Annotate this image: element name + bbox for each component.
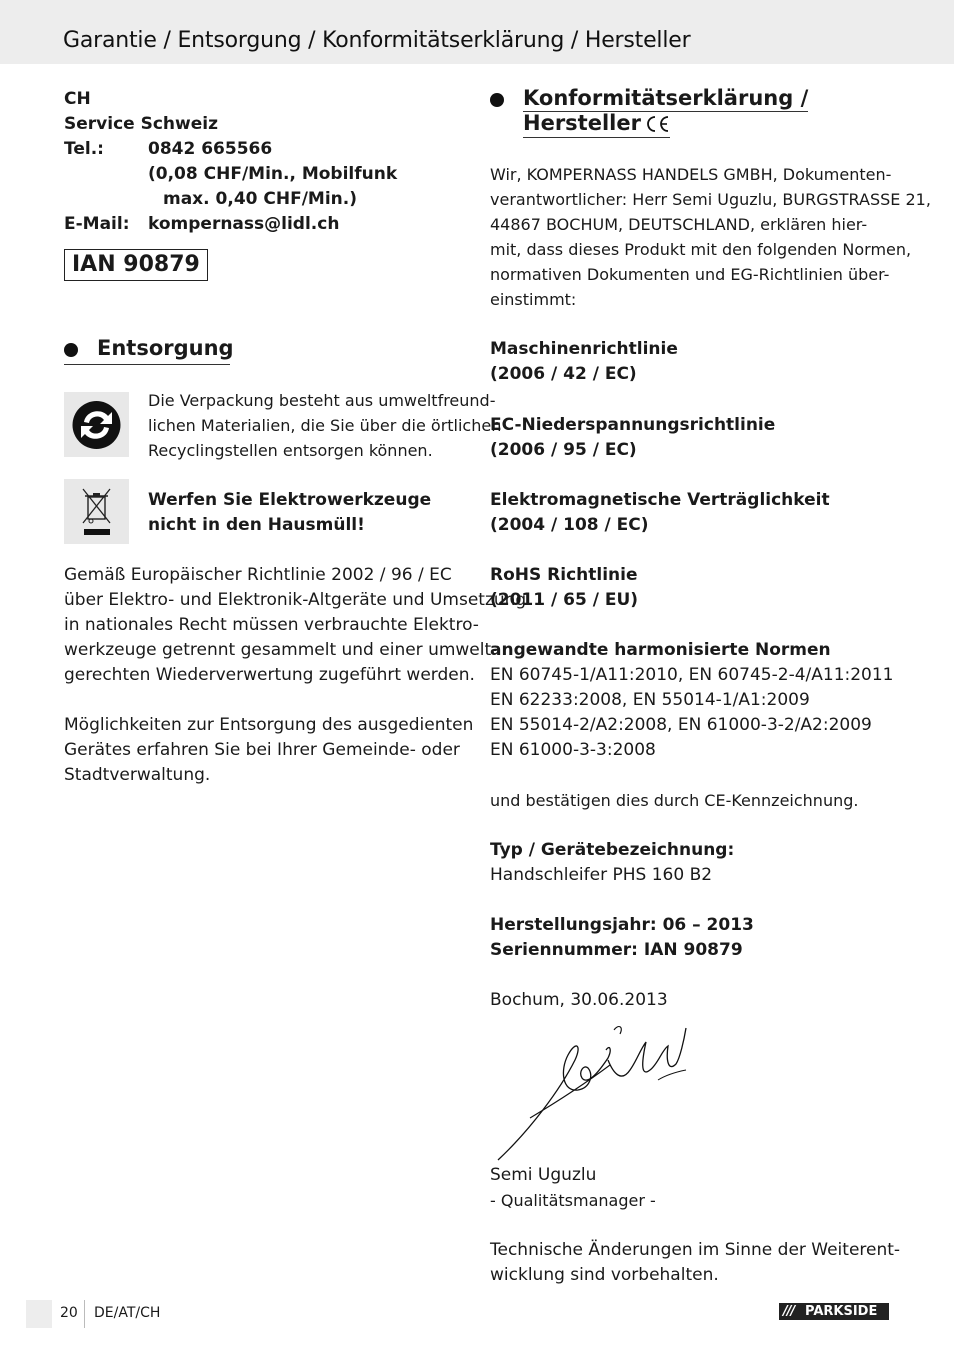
weee-warning-line: nicht in den Hausmüll!: [148, 515, 365, 535]
footer-divider: [84, 1300, 85, 1328]
ce-confirmation: und bestätigen dies durch CE-Kennzeichnung.: [490, 791, 859, 810]
directive-number: (2006 / 42 / EC): [490, 364, 637, 384]
section-heading-konformitaet: [490, 86, 820, 138]
intro-line: normativen Dokumenten und EG-Richtlinien über-: [490, 265, 890, 284]
section-title-line-1: Konformitätserklärung /: [523, 86, 809, 110]
directive-name: RoHS Richtlinie: [490, 565, 638, 585]
service-name: Service Schweiz: [64, 114, 218, 134]
page-header: [0, 0, 954, 64]
signer-name: Semi Uguzlu: [490, 1165, 597, 1185]
norm-line: EN 62233:2008, EN 55014-1/A1:2009: [490, 690, 810, 710]
paragraph-line: über Elektro- und Elektronik-Altgeräte und Umsetzung: [64, 590, 527, 610]
intro-line: Wir, KOMPERNASS HANDELS GMBH, Dokumenten-: [490, 165, 892, 184]
tel-line-3: max. 0,40 CHF/Min.): [163, 189, 357, 209]
norms-title: angewandte harmonisierte Normen: [490, 640, 831, 660]
paragraph-line: werkzeuge getrennt gesammelt und einer umwelt-: [64, 640, 498, 660]
signer-role: - Qualitätsmanager -: [490, 1191, 656, 1210]
note-line: wicklung sind vorbehalten.: [490, 1265, 719, 1285]
place-date: Bochum, 30.06.2013: [490, 990, 668, 1010]
page-number: 20: [60, 1305, 78, 1321]
paragraph-line: in nationales Recht müssen verbrauchte Elektro-: [64, 615, 479, 635]
directive-name: EC-Niederspannungsrichtlinie: [490, 415, 776, 435]
footer-language: DE/AT/CH: [94, 1305, 161, 1321]
paragraph-line: Möglichkeiten zur Entsorgung des ausgedienten: [64, 715, 474, 735]
recycle-text-line: Die Verpackung besteht aus umweltfreund-: [148, 391, 496, 410]
intro-line: verantwortlicher: Herr Semi Uguzlu, BURGSTRASSE 21,: [490, 190, 931, 209]
type-label: Typ / Gerätebezeichnung:: [490, 840, 735, 860]
directive-low-voltage: [490, 413, 775, 463]
tel-line-1: 0842 665566: [148, 139, 273, 159]
directive-number: (2011 / 65 / EU): [490, 590, 639, 610]
intro-line: mit, dass dieses Produkt mit den folgenden Normen,: [490, 240, 912, 259]
intro-line: einstimmt:: [490, 290, 577, 309]
section-heading-entsorgung: [64, 336, 234, 365]
paragraph-line: Gemäß Europäischer Richtlinie 2002 / 96 / EC: [64, 565, 452, 585]
disposal-paragraph-2: [64, 713, 473, 788]
bullet-dot-icon: [490, 93, 504, 107]
disposal-paragraph-1: [64, 563, 526, 688]
production-year: Herstellungsjahr: 06 – 2013: [490, 915, 754, 935]
directive-machinery: [490, 337, 678, 387]
technical-changes-note: [490, 1238, 900, 1288]
section-title-entsorgung: Entsorgung: [97, 336, 234, 360]
recycle-text: [148, 388, 501, 463]
declaration-intro: [490, 162, 931, 312]
section-title-line-2: Hersteller: [523, 111, 641, 135]
weee-warning-line: Werfen Sie Elektrowerkzeuge: [148, 490, 432, 510]
norm-line: EN 61000-3-3:2008: [490, 740, 656, 760]
directive-emc: [490, 488, 830, 538]
ce-mark-icon: [645, 115, 671, 133]
section-title-line-2-wrap: [523, 111, 670, 138]
signature-image: [490, 1020, 700, 1165]
type-value: Handschleifer PHS 160 B2: [490, 865, 713, 885]
tel-line-2: (0,08 CHF/Min., Mobilfunk: [148, 164, 398, 184]
directive-number: (2006 / 95 / EC): [490, 440, 637, 460]
page-title: Garantie / Entsorgung / Konformitätserklärung / Hersteller: [63, 28, 691, 53]
directive-name: Elektromagnetische Verträglichkeit: [490, 490, 830, 510]
paragraph-line: gerechten Wiederverwertung zugeführt werden.: [64, 665, 475, 685]
weee-warning: [148, 488, 431, 538]
recycle-text-line: lichen Materialien, die Sie über die örtlichen: [148, 416, 502, 435]
paragraph-line: Gerätes erfahren Sie bei Ihrer Gemeinde- oder: [64, 740, 460, 760]
directive-number: (2004 / 108 / EC): [490, 515, 649, 535]
footer-marker: [26, 1300, 52, 1328]
crossed-bin-icon: [64, 479, 129, 544]
logo-brand-text: PARKSIDE: [805, 1304, 878, 1319]
email-label: E-Mail:: [64, 214, 130, 234]
service-country: CH: [64, 89, 91, 109]
email-address: kompernass@lidl.ch: [148, 214, 340, 234]
recycle-icon: [64, 392, 129, 457]
recycle-icon-box: [64, 392, 129, 457]
ian-box: IAN 90879: [64, 249, 208, 281]
weee-icon-box: [64, 479, 129, 544]
serial-number: Seriennummer: IAN 90879: [490, 940, 743, 960]
directive-rohs: [490, 563, 638, 613]
note-line: Technische Änderungen im Sinne der Weiterent-: [490, 1240, 901, 1260]
norm-line: EN 55014-2/A2:2008, EN 61000-3-2/A2:2009: [490, 715, 872, 735]
norm-line: EN 60745-1/A11:2010, EN 60745-2-4/A11:2011: [490, 665, 894, 685]
recycle-text-line: Recyclingstellen entsorgen können.: [148, 441, 433, 460]
logo-stripes-icon: ///: [783, 1304, 795, 1319]
bullet-dot-icon: [64, 343, 78, 357]
tel-label: Tel.:: [64, 139, 104, 159]
paragraph-line: Stadtverwaltung.: [64, 765, 211, 785]
intro-line: 44867 BOCHUM, DEUTSCHLAND, erklären hier-: [490, 215, 868, 234]
parkside-logo: [779, 1303, 889, 1320]
norms-list: [490, 663, 894, 763]
directive-name: Maschinenrichtlinie: [490, 339, 678, 359]
